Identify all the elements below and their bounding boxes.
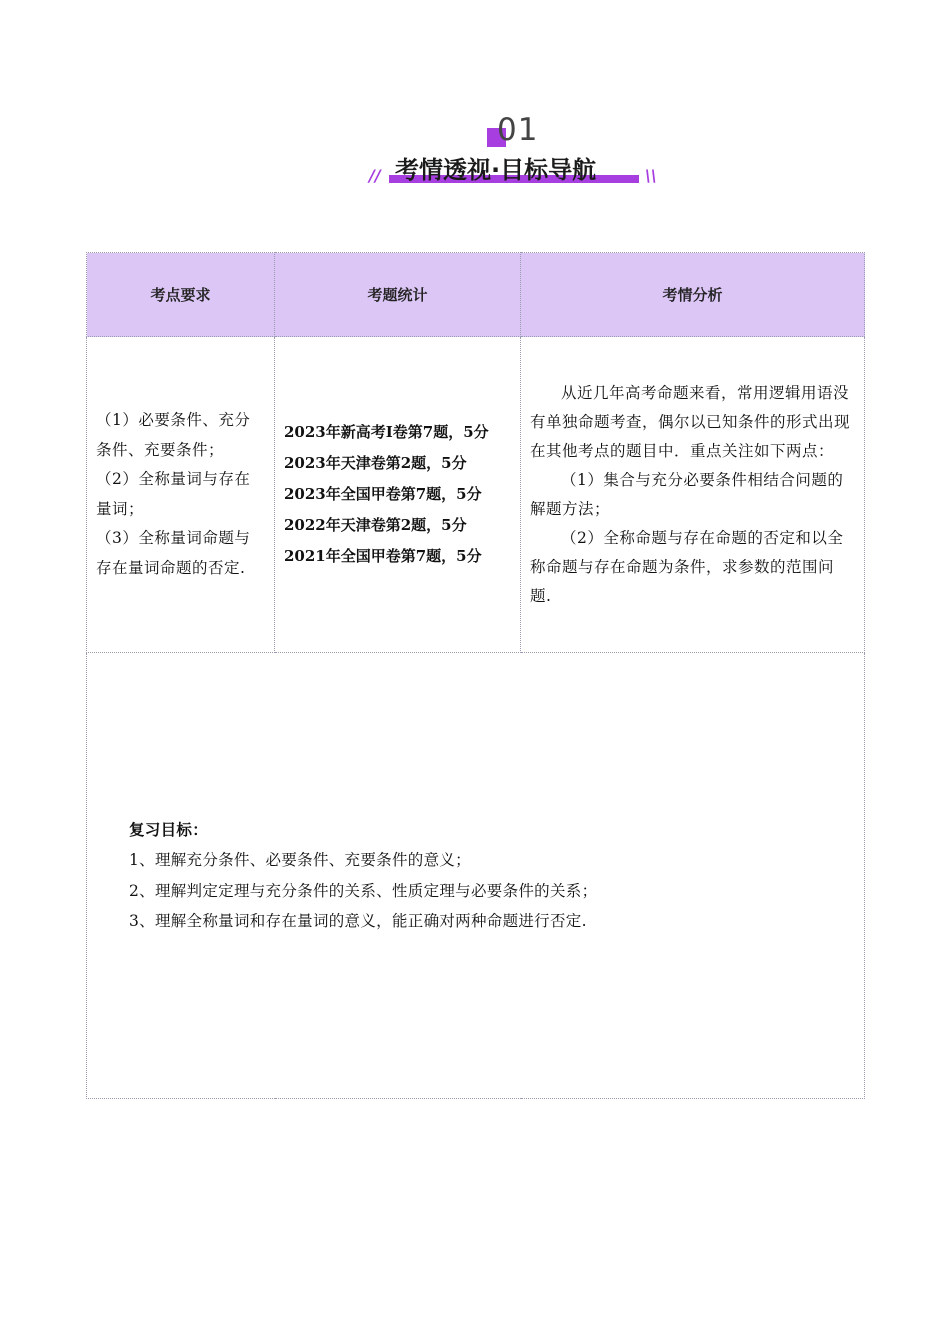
exam-analysis-table [86, 252, 865, 1099]
statistic-item: 2021年全国甲卷第7题，5分 [284, 547, 482, 565]
section-number: 01 [497, 112, 539, 148]
review-goals-cell [87, 653, 865, 1099]
header-statistics: 考题统计 [275, 253, 521, 337]
analysis-cell [521, 337, 865, 653]
table-row [87, 337, 865, 653]
requirement-item: （1）必要条件、充分条件、充要条件； [96, 411, 251, 459]
review-goals [87, 815, 864, 937]
statistic-item: 2022年天津卷第2题，5分 [284, 516, 467, 534]
slash-deco-right-icon: \\ [645, 166, 657, 185]
slash-deco-left-icon: // [369, 166, 381, 185]
statistic-item: 2023年新高考I卷第7题，5分 [284, 423, 489, 441]
statistic-item: 2023年全国甲卷第7题，5分 [284, 485, 482, 503]
goal-item: 3、理解全称量词和存在量词的意义，能正确对两种命题进行否定. [129, 912, 587, 930]
requirement-item: （3）全称量词命题与存在量词命题的否定. [96, 529, 251, 577]
goal-item: 1、理解充分条件、必要条件、充要条件的意义； [129, 851, 471, 869]
statistics-cell [275, 337, 521, 653]
analysis-paragraph: 从近几年高考命题来看，常用逻辑用语没有单独命题考查，偶尔以已知条件的形式出现在其他考点的题目中．重点关注如下两点： [530, 383, 851, 460]
section-title: 考情透视·目标导航 [395, 156, 597, 184]
review-goals-title: 复习目标： [129, 819, 209, 839]
requirements-cell [87, 337, 275, 653]
section-heading [0, 110, 950, 200]
analysis-paragraph: （1）集合与充分必要条件相结合问题的解题方法； [530, 470, 844, 518]
header-requirements: 考点要求 [87, 253, 275, 337]
requirement-item: （2）全称量词与存在量词； [96, 470, 251, 518]
analysis-paragraph: （2）全称命题与存在命题的否定和以全称命题与存在命题为条件，求参数的范围问题. [530, 528, 844, 605]
table-row [87, 653, 865, 1099]
statistic-item: 2023年天津卷第2题，5分 [284, 454, 467, 472]
header-analysis: 考情分析 [521, 253, 865, 337]
table-header-row [87, 253, 865, 337]
goal-item: 2、理解判定定理与充分条件的关系、性质定理与必要条件的关系； [129, 881, 598, 900]
exam-analysis-table-wrap [86, 252, 864, 1099]
